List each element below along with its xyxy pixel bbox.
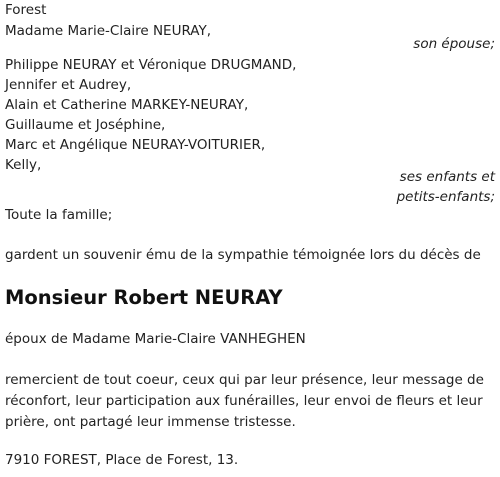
spouse-role: son épouse; <box>413 36 495 52</box>
deceased-name: Monsieur Robert NEURAY <box>5 286 283 309</box>
child-line-6: Kelly, <box>5 157 42 173</box>
family-line: Toute la famille; <box>5 207 113 223</box>
children-role-line1: ses enfants et <box>399 169 495 185</box>
child-line-3: Alain et Catherine MARKEY-NEURAY, <box>5 97 249 113</box>
children-role-line2: petits-enfants; <box>396 189 495 205</box>
spouse-name: Madame Marie-Claire NEURAY, <box>5 23 212 39</box>
child-line-4: Guillaume et Joséphine, <box>5 117 166 133</box>
address-line: 7910 FOREST, Place de Forest, 13. <box>5 452 239 468</box>
spouse-of-line: époux de Madame Marie-Claire VANHEGHEN <box>5 331 306 347</box>
thanks-paragraph: remercient de tout coeur, ceux qui par leur présence, leur message de réconfort, leur participation aux funérailles, leur envoi de fleurs et leur prière, ont partagé leur immense tristesse. <box>5 372 484 430</box>
child-line-5: Marc et Angélique NEURAY-VOITURIER, <box>5 137 266 153</box>
town-name: Forest <box>5 2 47 18</box>
child-line-1: Philippe NEURAY et Véronique DRUGMAND, <box>5 57 297 73</box>
intro-line: gardent un souvenir ému de la sympathie témoignée lors du décès de <box>5 247 481 263</box>
child-line-2: Jennifer et Audrey, <box>5 77 132 93</box>
